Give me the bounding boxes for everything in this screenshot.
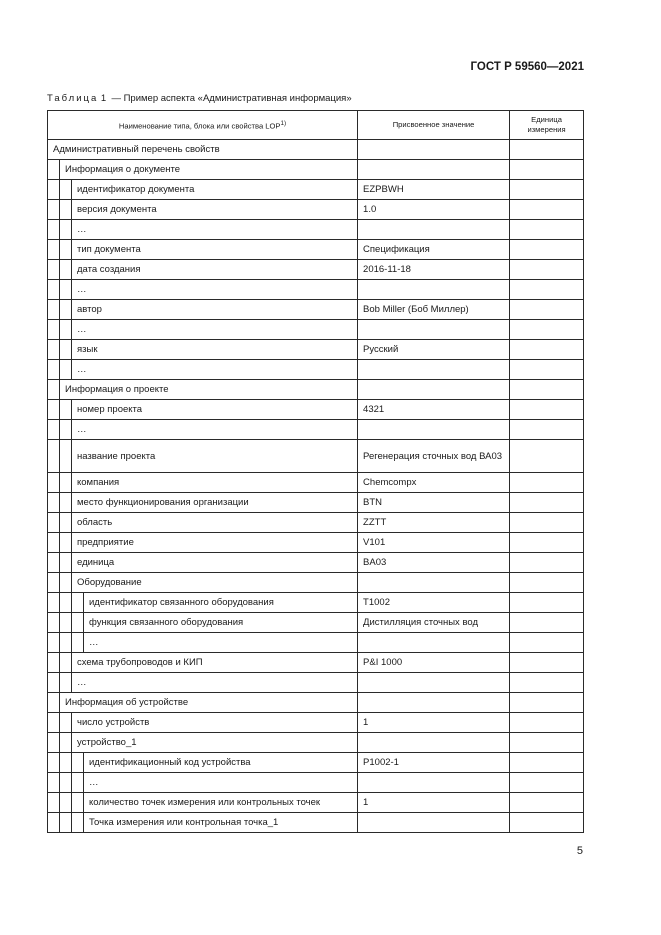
property-name-cell: дата создания [72,260,358,280]
table-row [48,240,584,260]
assigned-value-cell [358,773,510,793]
unit-cell [510,473,584,493]
indent-cell [60,713,72,733]
property-name-cell: идентификатор связанного оборудования [84,593,358,613]
unit-cell [510,613,584,633]
table-row [48,300,584,320]
table-row [48,573,584,593]
indent-cell [60,360,72,380]
indent-cell [48,613,60,633]
indent-cell [60,280,72,300]
table-row [48,733,584,753]
indent-cell [48,280,60,300]
indent-cell [48,160,60,180]
unit-cell [510,220,584,240]
indent-cell [72,593,84,613]
assigned-value-cell: T1002 [358,593,510,613]
indent-cell [48,260,60,280]
table-row [48,533,584,553]
table-row [48,200,584,220]
indent-cell [60,613,72,633]
indent-cell [60,400,72,420]
property-name-cell: схема трубопроводов и КИП [72,653,358,673]
indent-cell [48,360,60,380]
assigned-value-cell: 2016-11-18 [358,260,510,280]
property-name-cell: Информация о документе [60,160,358,180]
indent-cell [60,180,72,200]
assigned-value-cell: BTN [358,493,510,513]
unit-cell [510,633,584,653]
indent-cell [60,553,72,573]
table-row [48,553,584,573]
unit-cell [510,160,584,180]
table-row [48,773,584,793]
property-name-cell: номер проекта [72,400,358,420]
indent-cell [60,473,72,493]
unit-cell [510,733,584,753]
indent-cell [48,693,60,713]
unit-cell [510,493,584,513]
column-header-value: Присвоенное значение [358,111,510,140]
indent-cell [48,573,60,593]
indent-cell [60,300,72,320]
indent-cell [60,240,72,260]
unit-cell [510,673,584,693]
property-name-cell: … [84,633,358,653]
unit-cell [510,280,584,300]
unit-cell [510,380,584,400]
indent-cell [48,653,60,673]
assigned-value-cell: Bob Miller (Боб Миллер) [358,300,510,320]
table-row [48,180,584,200]
property-name-cell: … [72,320,358,340]
property-name-cell: место функционирования организации [72,493,358,513]
indent-cell [60,533,72,553]
assigned-value-cell: P&I 1000 [358,653,510,673]
indent-cell [48,340,60,360]
indent-cell [72,613,84,633]
indent-cell [60,593,72,613]
assigned-value-cell [358,360,510,380]
property-name-cell: … [72,220,358,240]
indent-cell [60,753,72,773]
table-header-row [48,111,584,140]
property-name-cell: … [72,280,358,300]
property-name-cell: число устройств [72,713,358,733]
assigned-value-cell [358,160,510,180]
table-row [48,220,584,240]
assigned-value-cell [358,420,510,440]
property-name-cell: Информация о проекте [60,380,358,400]
unit-cell [510,180,584,200]
assigned-value-cell [358,733,510,753]
indent-cell [72,793,84,813]
table-row [48,613,584,633]
indent-cell [48,300,60,320]
assigned-value-cell [358,320,510,340]
assigned-value-cell [358,813,510,833]
indent-cell [60,513,72,533]
indent-cell [48,713,60,733]
property-name-cell: количество точек измерения или контрольных точек [84,793,358,813]
assigned-value-cell: 1.0 [358,200,510,220]
indent-cell [60,493,72,513]
unit-cell [510,300,584,320]
indent-cell [48,673,60,693]
table-row [48,793,584,813]
table-row [48,400,584,420]
properties-table [47,110,584,833]
column-header-unit: Единица измерения [510,111,584,140]
property-name-cell: … [72,420,358,440]
indent-cell [60,320,72,340]
indent-cell [48,240,60,260]
assigned-value-cell: ZZTT [358,513,510,533]
indent-cell [48,733,60,753]
property-name-cell: название проекта [72,440,358,473]
unit-cell [510,340,584,360]
indent-cell [60,633,72,653]
table-row [48,593,584,613]
indent-cell [60,340,72,360]
assigned-value-cell [358,573,510,593]
indent-cell [48,380,60,400]
unit-cell [510,593,584,613]
indent-cell [60,573,72,593]
indent-cell [48,220,60,240]
property-name-cell: предприятие [72,533,358,553]
assigned-value-cell: P1002-1 [358,753,510,773]
indent-cell [48,513,60,533]
table-row [48,653,584,673]
indent-cell [60,653,72,673]
unit-cell [510,260,584,280]
indent-cell [48,793,60,813]
indent-cell [48,533,60,553]
indent-cell [48,813,60,833]
indent-cell [60,813,72,833]
table-row [48,160,584,180]
property-name-cell: область [72,513,358,533]
property-name-cell: компания [72,473,358,493]
property-name-cell: … [84,773,358,793]
table-row [48,260,584,280]
property-name-cell: … [72,360,358,380]
table-row [48,380,584,400]
assigned-value-cell: V101 [358,533,510,553]
unit-cell [510,573,584,593]
property-name-cell: Административный перечень свойств [48,140,358,160]
unit-cell [510,693,584,713]
table-row [48,713,584,733]
property-name-cell: Оборудование [72,573,358,593]
table-caption-label: Таблица [47,93,99,104]
table-row [48,280,584,300]
indent-cell [48,200,60,220]
table-row [48,693,584,713]
unit-cell [510,240,584,260]
assigned-value-cell: Русский [358,340,510,360]
table-row [48,320,584,340]
property-name-cell: Точка измерения или контрольная точка_1 [84,813,358,833]
assigned-value-cell: 1 [358,713,510,733]
indent-cell [48,553,60,573]
indent-cell [48,420,60,440]
property-name-cell: версия документа [72,200,358,220]
indent-cell [72,633,84,653]
indent-cell [48,320,60,340]
table-row [48,420,584,440]
assigned-value-cell [358,693,510,713]
table-row [48,473,584,493]
table-row [48,673,584,693]
indent-cell [48,440,60,473]
assigned-value-cell: BA03 [358,553,510,573]
unit-cell [510,773,584,793]
indent-cell [60,420,72,440]
assigned-value-cell [358,220,510,240]
property-name-cell: … [72,673,358,693]
column-header-name: Наименование типа, блока или свойства LOP$^{1)}$ [48,111,358,140]
table-caption-title: — Пример аспекта «Административная информация» [111,93,352,104]
document-standard-number: ГОСТ Р 59560—2021 [470,61,584,73]
table-row [48,753,584,773]
assigned-value-cell [358,673,510,693]
assigned-value-cell [358,280,510,300]
indent-cell [60,773,72,793]
table-row [48,513,584,533]
indent-cell [48,633,60,653]
property-name-cell: идентификационный код устройства [84,753,358,773]
unit-cell [510,533,584,553]
property-name-cell: функция связанного оборудования [84,613,358,633]
unit-cell [510,140,584,160]
property-name-cell: автор [72,300,358,320]
assigned-value-cell: Регенерация сточных вод ВА03 [358,440,510,473]
assigned-value-cell: 4321 [358,400,510,420]
indent-cell [60,200,72,220]
indent-cell [72,813,84,833]
table-row [48,633,584,653]
property-name-cell: Информация об устройстве [60,693,358,713]
table-row [48,493,584,513]
assigned-value-cell: Дистилляция сточных вод [358,613,510,633]
indent-cell [48,753,60,773]
table-row [48,813,584,833]
table-row [48,140,584,160]
indent-cell [60,220,72,240]
assigned-value-cell [358,380,510,400]
unit-cell [510,753,584,773]
indent-cell [60,673,72,693]
column-header-footnote-mark: 1) [280,119,287,127]
table-caption [47,93,352,104]
indent-cell [60,733,72,753]
indent-cell [48,180,60,200]
assigned-value-cell: 1 [358,793,510,813]
unit-cell [510,320,584,340]
unit-cell [510,440,584,473]
property-name-cell: единица [72,553,358,573]
indent-cell [48,473,60,493]
unit-cell [510,713,584,733]
indent-cell [48,400,60,420]
unit-cell [510,420,584,440]
page-number: 5 [576,845,583,857]
assigned-value-cell: EZPBWH [358,180,510,200]
table-row [48,360,584,380]
unit-cell [510,653,584,673]
indent-cell [60,793,72,813]
assigned-value-cell: Chemcompx [358,473,510,493]
property-name-cell: язык [72,340,358,360]
unit-cell [510,813,584,833]
indent-cell [72,773,84,793]
table-row [48,440,584,473]
unit-cell [510,513,584,533]
property-name-cell: идентификатор документа [72,180,358,200]
assigned-value-cell [358,633,510,653]
table-caption-number: 1 [100,93,107,104]
indent-cell [60,260,72,280]
indent-cell [60,440,72,473]
indent-cell [48,493,60,513]
unit-cell [510,553,584,573]
table-row [48,340,584,360]
indent-cell [48,773,60,793]
unit-cell [510,360,584,380]
unit-cell [510,793,584,813]
indent-cell [48,593,60,613]
unit-cell [510,400,584,420]
property-name-cell: устройство_1 [72,733,358,753]
unit-cell [510,200,584,220]
assigned-value-cell [358,140,510,160]
assigned-value-cell: Спецификация [358,240,510,260]
indent-cell [72,753,84,773]
property-name-cell: тип документа [72,240,358,260]
